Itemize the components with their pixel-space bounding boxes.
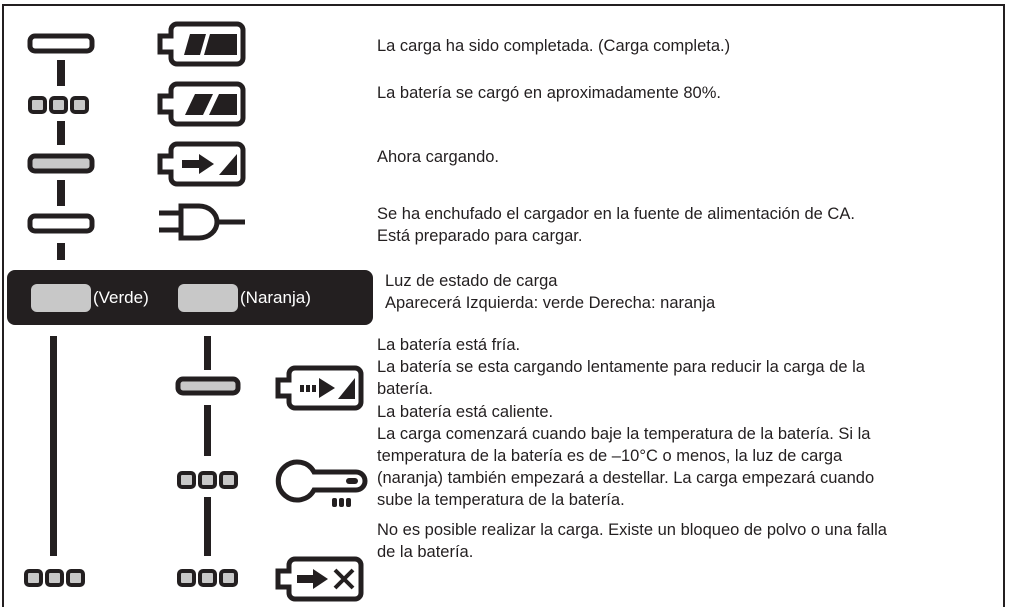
row-error-text: No es posible realizar la carga. Existe un bloqueo de polvo o una falla de la batería.	[377, 521, 887, 561]
row-cold-text: La batería está fría. La batería se esta cargando lentamente para reducir la carga de la batería.	[377, 336, 865, 398]
row-hot-text: La batería está caliente. La carga comenzará cuando baje la temperatura de la batería. Si la temperatura de la batería es de –10°C o menos, la luz de carga (naranja) también empezará a destellar. La carga empezará cuando sube la temperatura de la batería.	[377, 403, 875, 509]
green-label: (Verde)	[93, 288, 149, 307]
battery-slow-charging-icon	[278, 368, 361, 408]
thermometer-hot-icon	[278, 462, 365, 507]
led-blinking-icon	[30, 98, 87, 112]
row-80-text: La batería se cargó en aproximadamente 80%.	[377, 84, 721, 102]
row-full-text: La carga ha sido completada. (Carga completa.)	[377, 37, 731, 55]
connector	[57, 121, 65, 145]
battery-error-icon	[278, 559, 361, 599]
connector	[57, 60, 65, 86]
row-charging-text: Ahora cargando.	[377, 148, 500, 166]
indicator-diagram	[0, 0, 380, 607]
connector	[204, 405, 211, 456]
orange-lamp-swatch	[178, 284, 238, 312]
connector	[204, 336, 211, 370]
led-solid-on-icon	[30, 156, 92, 171]
connector	[57, 243, 65, 260]
plug-icon	[159, 206, 245, 238]
connector	[50, 336, 57, 556]
row-plugged-text: Se ha enchufado el cargador en la fuente de alimentación de CA. Está preparado para cargar.	[377, 205, 855, 245]
connector	[57, 180, 65, 206]
orange-label: (Naranja)	[240, 288, 311, 307]
led-solid-on-icon	[178, 379, 238, 393]
led-blinking-icon	[179, 571, 236, 585]
connector	[204, 497, 211, 556]
led-solid-off-icon	[30, 36, 92, 51]
battery-charging-icon	[160, 144, 243, 184]
battery-full-icon	[160, 24, 243, 64]
led-blinking-icon	[179, 473, 236, 487]
green-lamp-swatch	[31, 284, 91, 312]
battery-80-icon	[160, 84, 243, 124]
legend-description: Luz de estado de carga Aparecerá Izquierda: verde Derecha: naranja	[385, 272, 716, 312]
led-solid-off-icon	[30, 216, 92, 231]
led-blinking-icon	[26, 571, 83, 585]
